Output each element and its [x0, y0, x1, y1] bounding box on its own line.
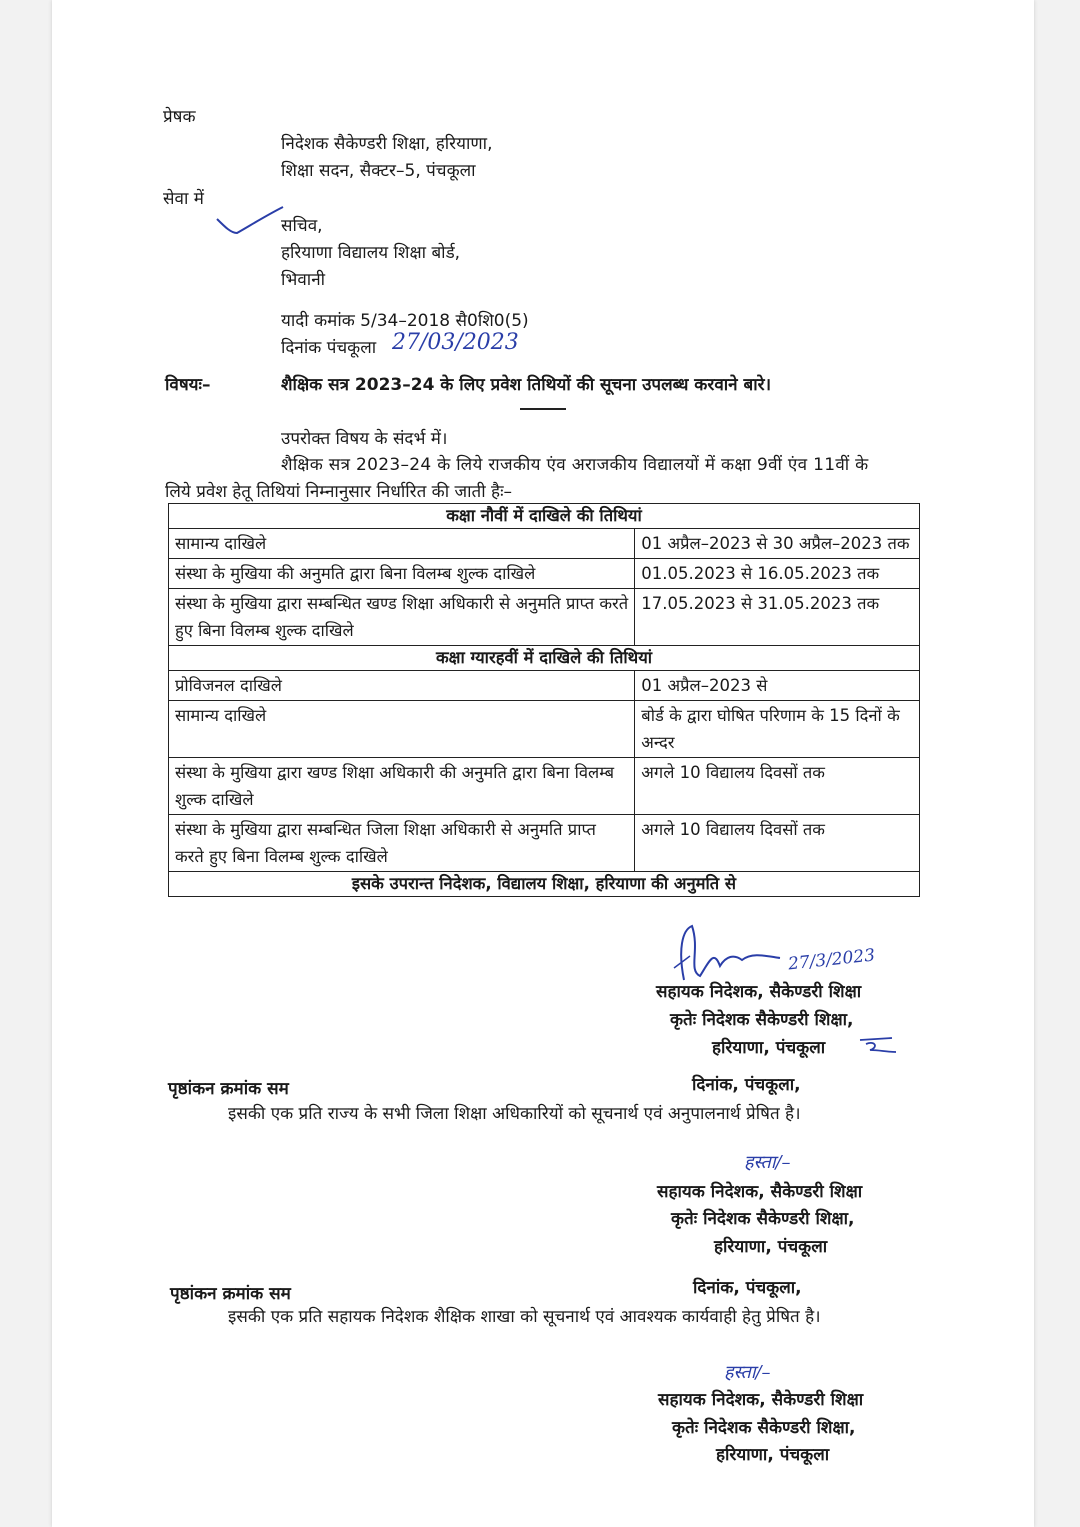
recipient-line-3: भिवानी [281, 270, 326, 290]
endorsement2-signatory-line-2: कृतेः निदेशक सैकेण्डरी शिक्षा, [672, 1418, 856, 1438]
signatory-line-2: कृतेः निदेशक सैकेण्डरी शिक्षा, [670, 1010, 854, 1030]
intro-text: उपरोक्त विषय के संदर्भ में। [281, 429, 448, 449]
table-row [169, 589, 920, 646]
subject-label: विषयः– [165, 375, 211, 395]
class11-heading: कक्षा ग्यारहवीं में दाखिले की तिथियां [169, 646, 920, 671]
signature-icon [670, 920, 790, 990]
endorsement1-sign-note: हस्ता/– [744, 1152, 791, 1173]
signatory-line-3: हरियाणा, पंचकूला [712, 1038, 826, 1058]
class11-row-1-dates: 01 अप्रैल–2023 से [635, 671, 920, 701]
class11-row-3-label: संस्था के मुखिया द्वारा खण्ड शिक्षा अधिकारी की अनुमति द्वारा बिना विलम्ब शुल्क दाखिले [169, 758, 635, 815]
endorsement2-date: दिनांक, पंचकूला, [693, 1278, 802, 1298]
endorsement1-label: पृष्ठांकन क्रमांक सम [168, 1079, 289, 1099]
endorsement2-label: पृष्ठांकन क्रमांक सम [170, 1284, 291, 1304]
table-row [169, 701, 920, 758]
class9-row-2-dates: 01.05.2023 से 16.05.2023 तक [635, 559, 920, 589]
table-row [169, 646, 920, 671]
table-row [169, 559, 920, 589]
class11-row-2-label: सामान्य दाखिले [169, 701, 635, 758]
subject-divider [520, 408, 566, 410]
recipient-line-1: सचिव, [281, 216, 323, 236]
date-handwritten: 27/03/2023 [392, 330, 519, 355]
table-row [169, 529, 920, 559]
body-line-2: लिये प्रवेश हेतू तिथियां निम्नानुसार निर्धारित की जाती हैः– [165, 482, 513, 502]
signatory-line-1: सहायक निदेशक, सैकेण्डरी शिक्षा [656, 982, 862, 1002]
class9-row-1-label: सामान्य दाखिले [169, 529, 635, 559]
to-label: सेवा में [163, 189, 204, 209]
class9-row-3-dates: 17.05.2023 से 31.05.2023 तक [635, 589, 920, 646]
signature-date: 27/3/2023 [787, 945, 876, 975]
endorsement2-text: इसकी एक प्रति सहायक निदेशक शैक्षिक शाखा को सूचनार्थ एवं आवश्यक कार्यवाही हेतु प्रेषित है। [228, 1307, 821, 1327]
endorsement1-date: दिनांक, पंचकूला, [692, 1075, 801, 1095]
endorsement2-signatory-line-1: सहायक निदेशक, सैकेण्डरी शिक्षा [658, 1390, 864, 1410]
table-row [169, 758, 920, 815]
endorsement2-signatory-line-3: हरियाणा, पंचकूला [716, 1445, 830, 1465]
class11-row-3-dates: अगले 10 विद्यालय दिवसों तक [635, 758, 920, 815]
class11-row-2-dates: बोर्ड के द्वारा घोषित परिणाम के 15 दिनों के अन्दर [635, 701, 920, 758]
endorsement1-signatory-line-1: सहायक निदेशक, सैकेण्डरी शिक्षा [657, 1182, 863, 1202]
class9-heading: कक्षा नौवीं में दाखिले की तिथियां [169, 504, 920, 529]
sender-line-2: शिक्षा सदन, सैक्टर–5, पंचकूला [281, 161, 476, 181]
table-row [169, 504, 920, 529]
table-row [169, 872, 920, 897]
table-row [169, 815, 920, 872]
subject-text: शैक्षिक सत्र 2023–24 के लिए प्रवेश तिथियों की सूचना उपलब्ध करवाने बारे। [281, 375, 772, 395]
class11-row-1-label: प्रोविजनल दाखिले [169, 671, 635, 701]
date-label: दिनांक पंचकूला [281, 338, 377, 358]
class9-row-3-label: संस्था के मुखिया द्वारा सम्बन्धित खण्ड शिक्षा अधिकारी से अनुमति प्राप्त करते हुए बिना विलम्ब शुल्क दाखिले [169, 589, 635, 646]
class11-row-4-dates: अगले 10 विद्यालय दिवसों तक [635, 815, 920, 872]
table-footer: इसके उपरान्त निदेशक, विद्यालय शिक्षा, हरियाणा की अनुमति से [169, 872, 920, 897]
tick-mark-icon [215, 205, 285, 237]
sender-label: प्रेषक [163, 107, 196, 127]
memo-number: यादी कमांक 5/34–2018 सै0शि0(5) [281, 311, 529, 331]
endorsement1-signatory-line-2: कृतेः निदेशक सैकेण्डरी शिक्षा, [671, 1209, 855, 1229]
class11-row-4-label: संस्था के मुखिया द्वारा सम्बन्धित जिला शिक्षा अधिकारी से अनुमति प्राप्त करते हुए बिना विलम्ब शुल्क दाखिले [169, 815, 635, 872]
body-line-1: शैक्षिक सत्र 2023–24 के लिये राजकीय एंव अराजकीय विद्यालयों में कक्षा 9वीं एंव 11वीं के [281, 455, 869, 475]
endorsement1-signatory-line-3: हरियाणा, पंचकूला [714, 1237, 828, 1257]
class9-row-1-dates: 01 अप्रैल–2023 से 30 अप्रैल–2023 तक [635, 529, 920, 559]
endorsement1-text: इसकी एक प्रति राज्य के सभी जिला शिक्षा अधिकारियों को सूचनार्थ एवं अनुपालनार्थ प्रेषित है। [228, 1104, 801, 1124]
endorsement2-sign-note: हस्ता/– [724, 1362, 771, 1383]
recipient-line-2: हरियाणा विद्यालय शिक्षा बोर्ड, [281, 243, 461, 263]
sender-line-1: निदेशक सैकेण्डरी शिक्षा, हरियाणा, [281, 134, 493, 154]
class9-row-2-label: संस्था के मुखिया की अनुमति द्वारा बिना विलम्ब शुल्क दाखिले [169, 559, 635, 589]
table-row [169, 671, 920, 701]
initial-mark-icon [856, 1034, 900, 1058]
admission-dates-table [168, 503, 920, 897]
